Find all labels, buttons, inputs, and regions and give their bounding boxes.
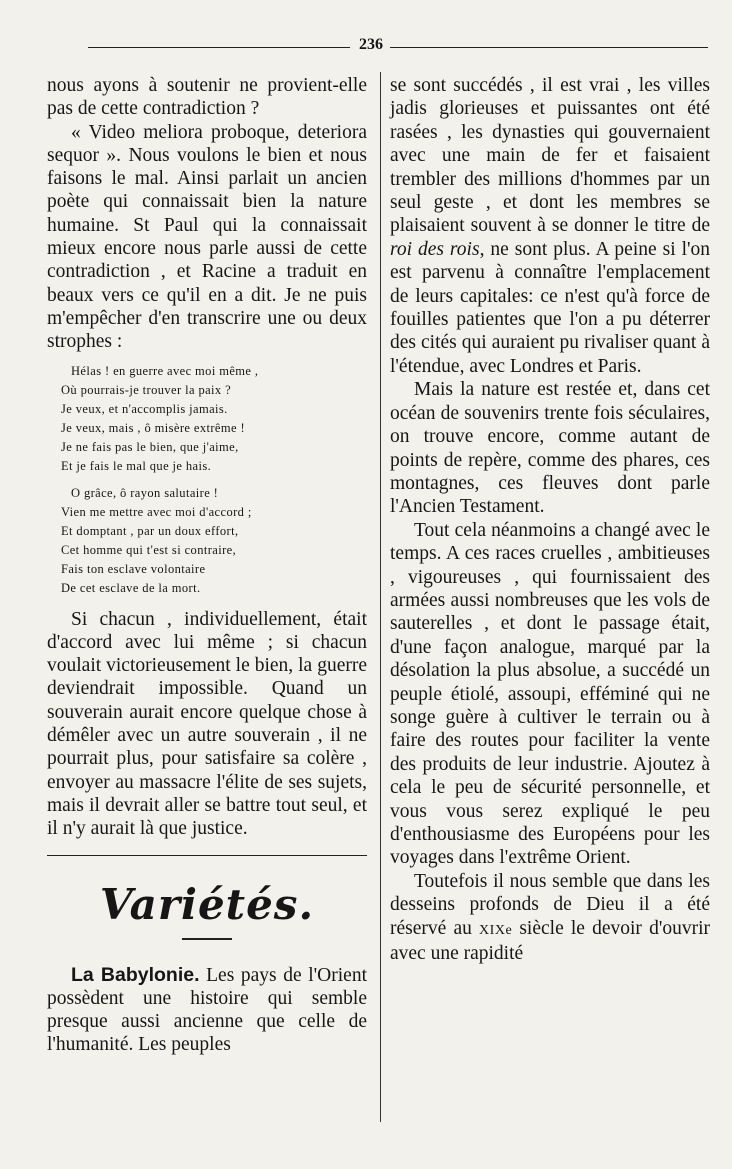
header-rule-left xyxy=(88,47,350,48)
poem-line: De cet esclave de la mort. xyxy=(61,580,201,595)
section-divider xyxy=(47,855,367,856)
article-lead: La Babylonie. xyxy=(71,963,200,986)
column-divider xyxy=(380,72,381,1122)
italic-phrase: roi des rois xyxy=(390,238,480,260)
poem-line: Vien me mettre avec moi d'accord ; xyxy=(61,504,252,519)
poem-line: Je veux, mais , ô misère extrême ! xyxy=(61,420,246,435)
text-run: Toutefois il nous semble que dans les desseins profonds de Dieu il a été réservé au xyxy=(390,870,710,939)
text-run: siècle le devoir d'ouvrir avec une rapidité xyxy=(390,917,710,965)
paragraph-nature: Mais la nature est restée et, dans cet océan de souvenirs trente fois séculaires, on trouve encore, comme autant de points de repère, comme des phares, ces montagnes, ces fleuves dont parle l'Ancien Testament. xyxy=(390,379,710,518)
paragraph-video-meliora: « Video meliora proboque, deteriora sequor ». Nous voulons le bien et nous faisons le mal. Ainsi parlait un ancien poète qui connaissait bien la nature humaine. St Paul qui la connaissait mieux encore nous parle aussi de cette contradiction , et Racine a traduit en beaux vers ce qu'il en a dit. Je ne puis m'empêcher d'en transcrire une ou deux strophes : xyxy=(47,121,367,353)
header-rule-right xyxy=(390,47,708,48)
paragraph-si-chacun: Si chacun , individuellement, était d'accord avec lui même ; si chacun voulait victorieusement le bien, la guerre deviendrait impossible. Quand un souverain aurait encore quelque chose à démêler avec un autre souverain , il ne pourrait plus, pour satisfaire sa colère , envoyer au massacre l'élite de ses sujets, mais il devrait aller se battre tout seul, et il n'y aurait là que justice. xyxy=(47,608,367,840)
poem-line: Hélas ! en guerre avec moi même , xyxy=(71,363,259,378)
century-numeral: XIXe xyxy=(479,921,513,938)
section-title: Variétés. xyxy=(99,879,315,929)
poem-stanza-1 xyxy=(61,362,367,476)
poem-line: Et je fais le mal que je hais. xyxy=(61,458,212,473)
page-header xyxy=(88,36,708,56)
title-underline xyxy=(182,938,232,940)
paragraph-changement: Tout cela néanmoins a changé avec le temps. A ces races cruelles , ambitieuses , vigoureuses , qui fournissaient des armées aussi nombreuses que les vols de sauterelles , et dont le passage était, d'une façon analogue, marqué par la désolation la plus absolue, a succédé un peuple étiolé, assoupi, efféminé qui ne songe guère à cultiver le terrain ou à faire des routes pour faciliter la vente des produits de leur industrie. Ajoutez à cela le peu de sécurité personnelle, et vous vous serez expliqué le peu d'enthousiasme des Européens pour les voyages dans l'extrême Orient. xyxy=(390,519,710,869)
poem-line: Et domptant , par un doux effort, xyxy=(61,523,239,538)
poem-line: Où pourrais-je trouver la paix ? xyxy=(61,382,232,397)
poem-line: Je veux, et n'accomplis jamais. xyxy=(61,401,228,416)
poem-line: Cet homme qui t'est si contraire, xyxy=(61,542,237,557)
page-number: 236 xyxy=(359,36,383,53)
poem-stanza-2 xyxy=(61,484,367,598)
paragraph-toutefois xyxy=(390,870,710,966)
paragraph-babylonie xyxy=(47,964,367,1057)
text-run: se sont succédés , il est vrai , les villes jadis glorieuses et puissantes ont été rasées , les dynasties qui gouvernaient avec une main de fer et faisaient trembler des millions d'hommes par un seul geste , et dont les membres se plaisaient souvent à se donner le titre de xyxy=(390,75,710,237)
poem-line: Je ne fais pas le bien, que j'aime, xyxy=(61,439,239,454)
poem-line: O grâce, ô rayon salutaire ! xyxy=(71,485,219,500)
text-run: , ne sont plus. A peine si l'on est parvenu à connaître l'emplacement de leurs capitales: ce n'est qu'à force de fouilles patientes que l'on a pu déterrer des cités qui auraient pu rivaliser quant à l'étendue, avec Londres et Paris. xyxy=(390,238,710,377)
right-column xyxy=(390,74,710,965)
racine-poem xyxy=(61,362,367,598)
paragraph-continued: nous ayons à soutenir ne provient-elle pas de cette contradiction ? xyxy=(47,75,367,120)
paragraph-dynasties xyxy=(390,74,710,378)
article-lead-text: Les pays de l'Orient possèdent une histoire qui semble presque aussi ancienne que celle de l'humanité. Les peuples xyxy=(47,964,367,1056)
left-column xyxy=(47,74,367,1057)
poem-line: Fais ton esclave volontaire xyxy=(61,561,206,576)
